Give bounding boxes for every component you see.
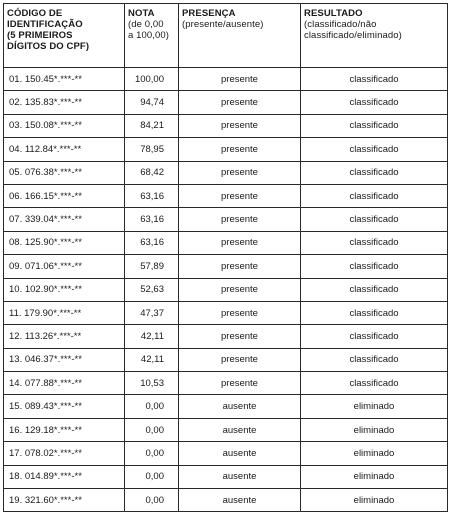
cell-code: 10. 102.90*.***-** (4, 278, 125, 301)
cell-score: 94,74 (125, 91, 179, 114)
table-row (4, 208, 448, 231)
table-row (4, 138, 448, 161)
cell-result: eliminado (301, 442, 448, 465)
header-result-line: classificado/eliminado) (304, 30, 402, 41)
cell-code: 12. 113.26*.***-** (4, 325, 125, 348)
cell-code: 03. 150.08*.***-** (4, 114, 125, 137)
cell-presence: presente (179, 114, 301, 137)
cell-presence: presente (179, 208, 301, 231)
cell-result: classificado (301, 372, 448, 395)
header-score-line: a 100,00) (128, 30, 170, 41)
table-row (4, 442, 448, 465)
header-presence-line: PRESENÇA (182, 8, 236, 19)
cell-code: 18. 014.89*.***-** (4, 465, 125, 488)
cell-code: 07. 339.04*.***-** (4, 208, 125, 231)
results-table (3, 3, 448, 512)
table-row (4, 395, 448, 418)
table-row (4, 372, 448, 395)
cell-code: 14. 077.88*.***-** (4, 372, 125, 395)
cell-result: classificado (301, 161, 448, 184)
cell-score: 84,21 (125, 114, 179, 137)
cell-presence: ausente (179, 395, 301, 418)
cell-presence: presente (179, 91, 301, 114)
table-row (4, 465, 448, 488)
header-presence (179, 4, 301, 68)
table-row (4, 301, 448, 324)
header-code-line: CÓDIGO DE (7, 8, 63, 19)
cell-result: classificado (301, 255, 448, 278)
cell-code: 09. 071.06*.***-** (4, 255, 125, 278)
cell-code: 16. 129.18*.***-** (4, 418, 125, 441)
cell-code: 05. 076.38*.***-** (4, 161, 125, 184)
header-presence-line: (presente/ausente) (182, 19, 264, 30)
cell-presence: presente (179, 278, 301, 301)
cell-presence: presente (179, 68, 301, 91)
header-result-line: RESULTADO (304, 8, 363, 19)
cell-code: 11. 179.90*.***-** (4, 301, 125, 324)
header-result-line: (classificado/não (304, 19, 377, 30)
cell-result: classificado (301, 114, 448, 137)
cell-code: 06. 166.15*.***-** (4, 184, 125, 207)
cell-presence: presente (179, 161, 301, 184)
cell-code: 15. 089.43*.***-** (4, 395, 125, 418)
table-row (4, 278, 448, 301)
table-row (4, 91, 448, 114)
cell-result: eliminado (301, 418, 448, 441)
cell-score: 63,16 (125, 208, 179, 231)
cell-presence: presente (179, 301, 301, 324)
cell-score: 10,53 (125, 372, 179, 395)
cell-presence: presente (179, 138, 301, 161)
cell-score: 0,00 (125, 489, 179, 512)
table-row (4, 418, 448, 441)
cell-presence: presente (179, 255, 301, 278)
cell-code: 13. 046.37*.***-** (4, 348, 125, 371)
table-row (4, 231, 448, 254)
cell-score: 100,00 (125, 68, 179, 91)
cell-score: 63,16 (125, 184, 179, 207)
cell-code: 17. 078.02*.***-** (4, 442, 125, 465)
table-row (4, 161, 448, 184)
cell-score: 0,00 (125, 395, 179, 418)
header-score-line: NOTA (128, 8, 155, 19)
cell-presence: presente (179, 372, 301, 395)
cell-score: 42,11 (125, 348, 179, 371)
header-score-line: (de 0,00 (128, 19, 164, 30)
header-code-line: (5 PRIMEIROS (7, 30, 73, 41)
header-result (301, 4, 448, 68)
cell-score: 0,00 (125, 442, 179, 465)
cell-presence: presente (179, 348, 301, 371)
cell-result: eliminado (301, 395, 448, 418)
cell-score: 47,37 (125, 301, 179, 324)
cell-result: eliminado (301, 465, 448, 488)
cell-code: 08. 125.90*.***-** (4, 231, 125, 254)
header-score (125, 4, 179, 68)
header-code (4, 4, 125, 68)
cell-result: classificado (301, 208, 448, 231)
cell-presence: ausente (179, 442, 301, 465)
cell-score: 52,63 (125, 278, 179, 301)
header-code-line: IDENTIFICAÇÃO (7, 19, 83, 30)
cell-result: classificado (301, 68, 448, 91)
cell-result: classificado (301, 278, 448, 301)
cell-code: 19. 321.60*.***-** (4, 489, 125, 512)
cell-result: classificado (301, 91, 448, 114)
cell-result: classificado (301, 348, 448, 371)
cell-result: classificado (301, 184, 448, 207)
table-row (4, 325, 448, 348)
header-row (4, 4, 448, 68)
cell-presence: ausente (179, 465, 301, 488)
cell-presence: ausente (179, 418, 301, 441)
cell-presence: presente (179, 184, 301, 207)
cell-code: 01. 150.45*.***-** (4, 68, 125, 91)
table-row (4, 489, 448, 512)
cell-score: 78,95 (125, 138, 179, 161)
table-row (4, 348, 448, 371)
cell-code: 02. 135.83*.***-** (4, 91, 125, 114)
cell-score: 63,16 (125, 231, 179, 254)
cell-score: 42,11 (125, 325, 179, 348)
cell-score: 0,00 (125, 418, 179, 441)
cell-score: 68,42 (125, 161, 179, 184)
table-header (4, 4, 448, 68)
cell-result: eliminado (301, 489, 448, 512)
table-row (4, 68, 448, 91)
cell-score: 57,89 (125, 255, 179, 278)
cell-result: classificado (301, 301, 448, 324)
cell-result: classificado (301, 325, 448, 348)
table-row (4, 255, 448, 278)
cell-code: 04. 112.84*.***-** (4, 138, 125, 161)
table-row (4, 114, 448, 137)
table-body (4, 68, 448, 512)
cell-score: 0,00 (125, 465, 179, 488)
table-row (4, 184, 448, 207)
cell-result: classificado (301, 231, 448, 254)
cell-presence: ausente (179, 489, 301, 512)
header-code-line: DÍGITOS DO CPF) (7, 41, 90, 52)
cell-presence: presente (179, 325, 301, 348)
cell-presence: presente (179, 231, 301, 254)
cell-result: classificado (301, 138, 448, 161)
